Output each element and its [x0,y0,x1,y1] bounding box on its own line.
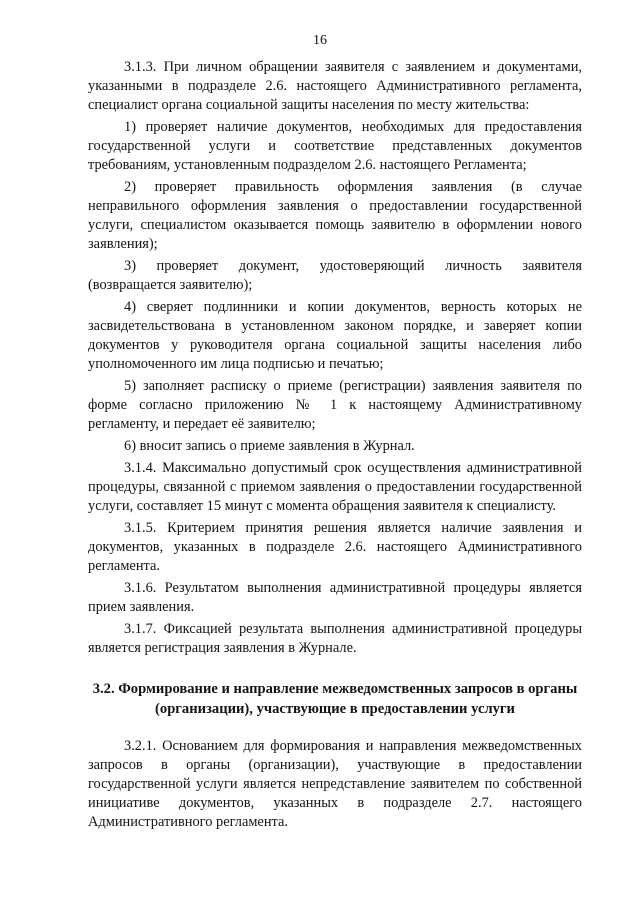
paragraph-3-1-6: 3.1.6. Результатом выполнения административной процедуры является прием заявления. [88,580,582,615]
list-item-6: 6) вносит запись о приеме заявления в Журнал. [124,438,415,454]
page-number: 16 [313,33,327,48]
paragraph-3-1-5: 3.1.5. Критерием принятия решения является наличие заявления и документов, указанных в подразделе 2.6. настоящего Административного регламента. [88,520,582,574]
paragraph-3-1-4: 3.1.4. Максимально допустимый срок осуществления административной процедуры, связанной с приемом заявления о предоставлении государственной услуги, составляет 15 минут с момента обращения заявителя к специалисту. [88,460,582,514]
paragraph-3-2-1: 3.2.1. Основанием для формирования и направления межведомственных запросов в органы (организации), участвующие в предоставлении государственной услуги является непредставление заявителем по собственной инициативе документов, указанных в подразделе 2.7. настоящего Административного регламента. [88,738,582,830]
list-item-3: 3) проверяет документ, удостоверяющий личность заявителя (возвращается заявителю); [88,258,582,293]
list-item-1: 1) проверяет наличие документов, необходимых для предоставления государственной услуги и соответствие представленных документов требованиям, установленным подразделом 2.6. настоящего Регламента; [88,119,582,173]
section-heading-3-2: 3.2. Формирование и направление межведомственных запросов в органы (организации), участвующие в предоставлении услуги [92,681,578,717]
paragraph-3-1-7: 3.1.7. Фиксацией результата выполнения административной процедуры является регистрация заявления в Журнале. [88,621,582,656]
list-item-5: 5) заполняет расписку о приеме (регистрации) заявления заявителя по форме согласно приложению № 1 к настоящему Административному регламенту, и передает её заявителю; [88,378,582,432]
list-item-2: 2) проверяет правильность оформления заявления (в случае неправильного оформления заявления о предоставлении государственной услуги, специалистом оказывается помощь заявителю в оформлении нового заявления); [88,179,582,252]
paragraph-3-1-3: 3.1.3. При личном обращении заявителя с заявлением и документами, указанными в подразделе 2.6. настоящего Административного регламента, специалист органа социальной защиты населения по месту жительства: [88,59,582,113]
document-body [88,58,582,835]
list-item-4: 4) сверяет подлинники и копии документов, верность которых не засвидетельствована в установленном законом порядке, и заверяет копии документов у руководителя органа социальной защиты населения либо уполномоченного им лица подписью и печатью; [88,299,582,372]
